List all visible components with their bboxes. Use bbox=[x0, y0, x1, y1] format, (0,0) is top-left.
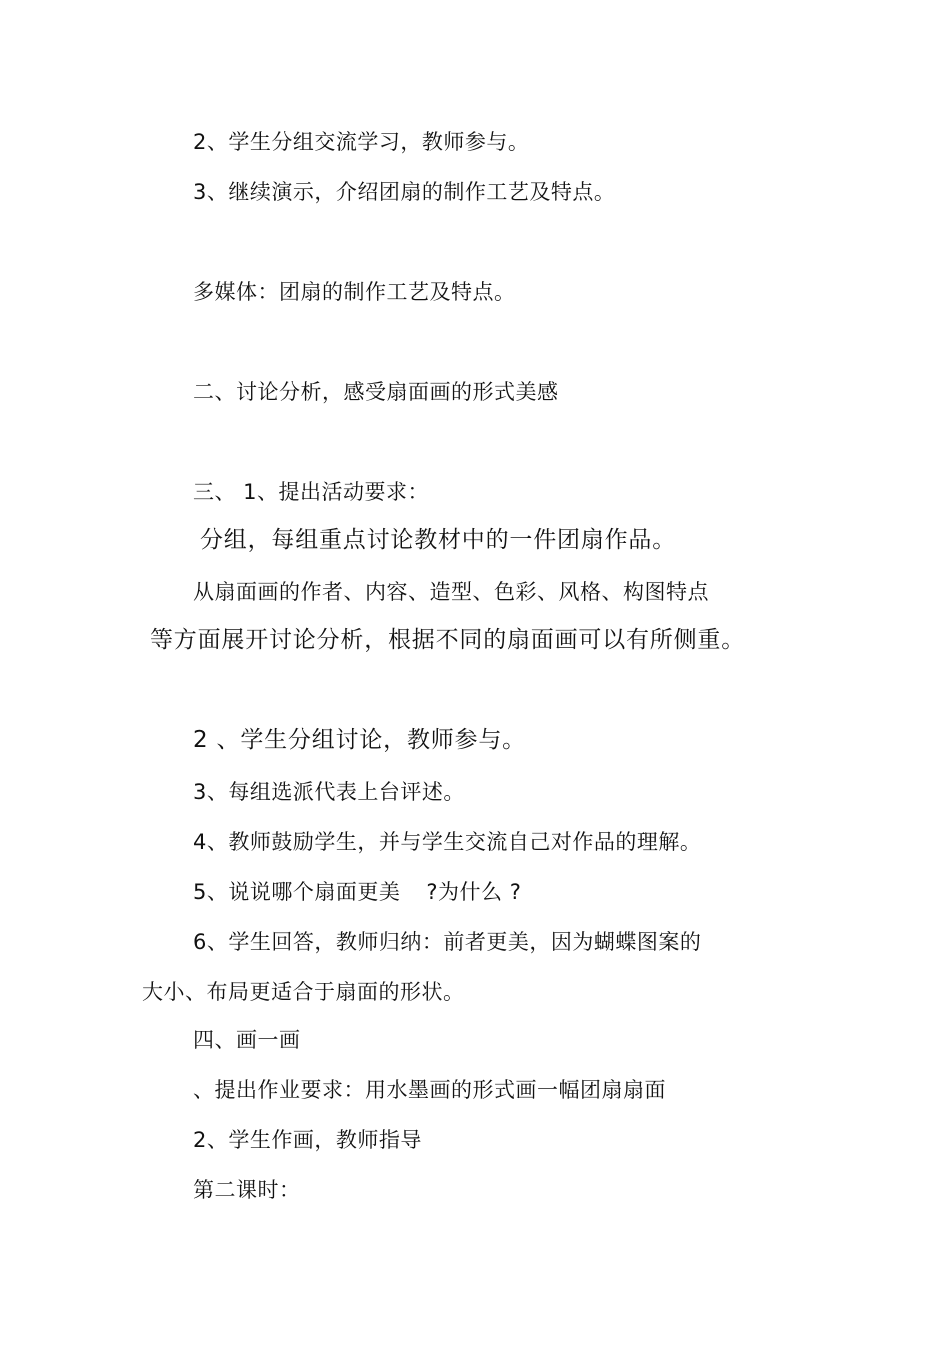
text-line-13: 6、学生回答，教师归纳：前者更美，因为蝴蝶图案的 bbox=[193, 930, 702, 954]
text-line-16: 、提出作业要求：用水墨画的形式画一幅团扇扇面 bbox=[193, 1078, 666, 1102]
text-line-8: 等方面展开讨论分析，根据不同的扇面画可以有所侧重。 bbox=[150, 627, 745, 653]
text-line-17: 2、学生作画，教师指导 bbox=[193, 1128, 422, 1152]
text-line-18: 第二课时： bbox=[193, 1178, 301, 1202]
text-line-3: 多媒体：团扇的制作工艺及特点。 bbox=[193, 280, 516, 304]
text-line-11: 4、教师鼓励学生，并与学生交流自己对作品的理解。 bbox=[193, 830, 702, 854]
section-heading-4: 四、画一画 bbox=[193, 1028, 301, 1052]
text-line-14: 大小、布局更适合于扇面的形状。 bbox=[142, 980, 465, 1004]
section-heading-2: 二、讨论分析，感受扇面画的形式美感 bbox=[193, 380, 559, 404]
text-line-10: 3、每组选派代表上台评述。 bbox=[193, 780, 465, 804]
text-line-2: 3、继续演示，介绍团扇的制作工艺及特点。 bbox=[193, 180, 616, 204]
text-line-7: 从扇面画的作者、内容、造型、色彩、风格、构图特点 bbox=[193, 580, 709, 604]
question-line bbox=[193, 878, 521, 906]
text-line-9: 2 、学生分组讨论，教师参与。 bbox=[193, 727, 526, 753]
question-part-2: ?为什么 ? bbox=[426, 880, 522, 904]
question-part-1: 5、说说哪个扇面更美 bbox=[193, 880, 401, 904]
text-line-1: 2、学生分组交流学习，教师参与。 bbox=[193, 130, 530, 154]
text-line-6: 分组，每组重点讨论教材中的一件团扇作品。 bbox=[200, 527, 676, 553]
section-heading-3: 三、 1、提出活动要求： bbox=[193, 480, 430, 504]
